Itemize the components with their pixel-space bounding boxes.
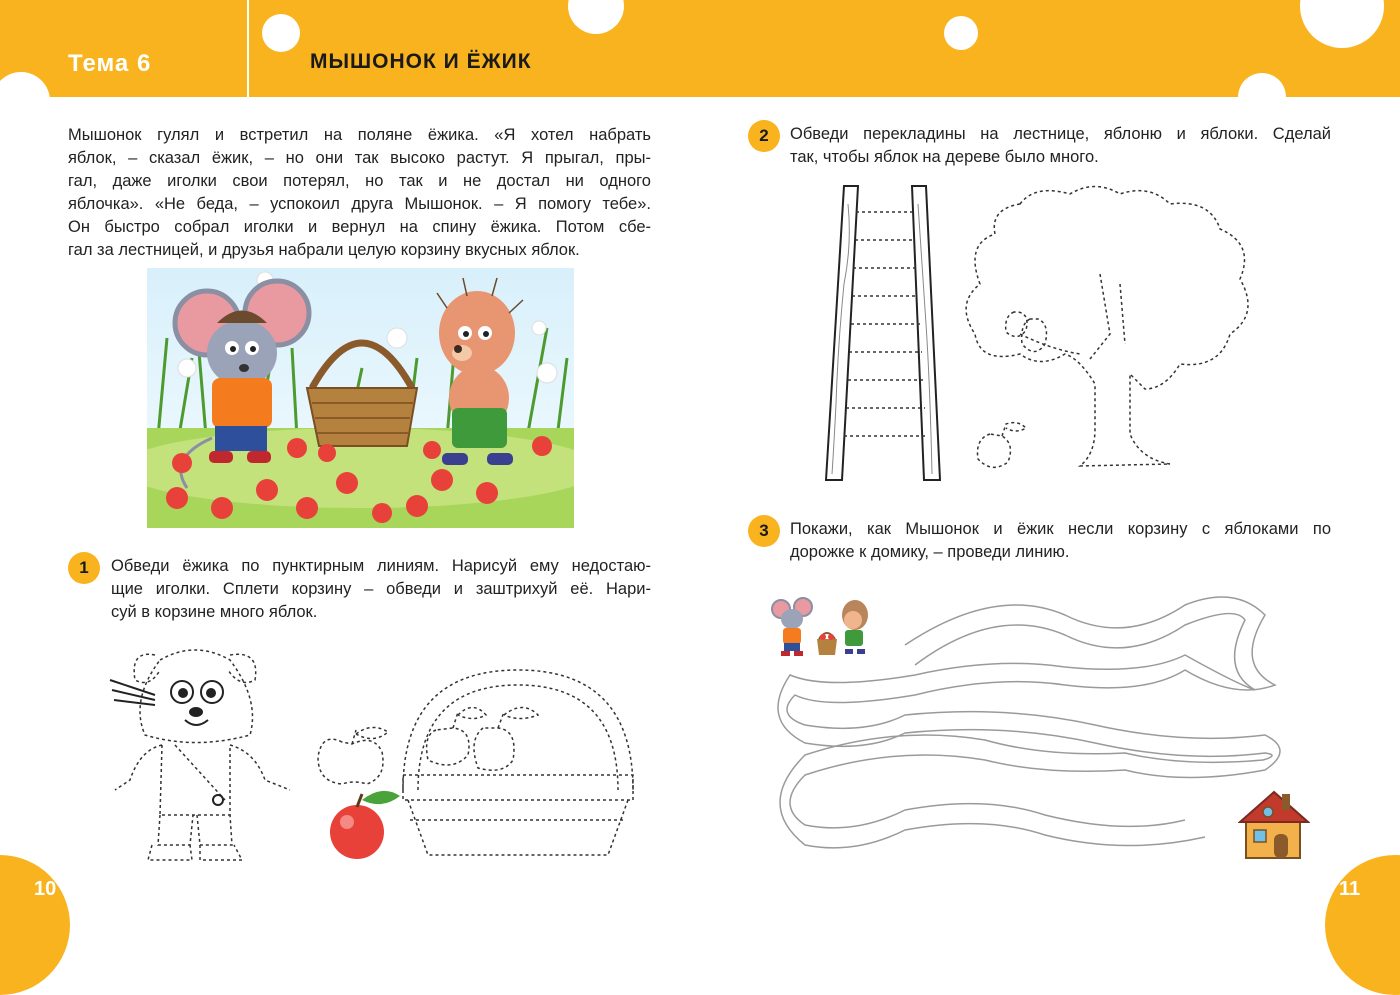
decor-dot — [1238, 73, 1286, 121]
dotted-basket-outline — [398, 660, 638, 860]
ladder-outline — [822, 184, 942, 482]
story-line: яблок, – сказал ёжик, – но они так высоко растут. Я прыгал, пры- — [68, 149, 651, 167]
story-line: Мышонок гулял и встретил на поляне ёжика. «Я хотел набрать — [68, 126, 651, 144]
story-line: яблочка». «Не беда, – успокоил друга Мышонок. – Я помогу тебе». — [68, 195, 651, 213]
header-divider — [247, 0, 249, 97]
task-line: суй в корзине много яблок. — [111, 603, 318, 621]
page-number-circle-right — [1325, 855, 1400, 995]
task-line: так, чтобы яблок на дереве было много. — [790, 148, 1099, 166]
decor-dot — [944, 16, 978, 50]
task-number-badge: 1 — [68, 552, 100, 584]
page-number-circle-left — [0, 855, 70, 995]
page-title: МЫШОНОК И ЁЖИК — [310, 50, 532, 73]
task-number-badge: 2 — [748, 120, 780, 152]
dotted-hedgehog-outline — [100, 640, 300, 865]
house-icon — [1238, 788, 1310, 860]
story-line: гал за лестницей, и друзья набрали целую корзину вкусных яблок. — [68, 241, 580, 259]
task-line: Покажи, как Мышонок и ёжик несли корзину с яблоками по — [790, 520, 1331, 538]
task-3-text — [790, 518, 1331, 564]
story-line: Он быстро собрал иголки и вернул на спину ёжика. Потом сбе- — [68, 218, 651, 236]
task-line: Обведи перекладины на лестнице, яблоню и яблоки. Сделай — [790, 125, 1331, 143]
task-line: Обведи ёжика по пунктирным линиям. Нарисуй ему недостаю- — [111, 557, 651, 575]
task-number-badge: 3 — [748, 515, 780, 547]
page-number-left: 10 — [34, 878, 57, 900]
task-line: дорожке к домику, – проведи линию. — [790, 543, 1070, 561]
dotted-tree-outline — [960, 184, 1260, 474]
topic-label: Тема 6 — [68, 50, 152, 77]
story-line: гал, даже иголки свои потерял, но так и не достал ни одного — [68, 172, 651, 190]
decor-dot — [0, 72, 50, 130]
task-line: щие иголки. Сплети корзину – обведи и заштрихуй её. Нари- — [111, 580, 651, 598]
apple-examples — [312, 722, 407, 862]
page-number-right: 11 — [1339, 878, 1361, 900]
header-band — [0, 0, 1400, 97]
task-2-text — [790, 123, 1331, 169]
mouse-hedgehog-illustration — [147, 268, 574, 528]
decor-dot — [262, 14, 300, 52]
story-text — [68, 124, 651, 262]
mouse-hedgehog-small — [765, 595, 875, 661]
task-1-text — [111, 555, 651, 624]
